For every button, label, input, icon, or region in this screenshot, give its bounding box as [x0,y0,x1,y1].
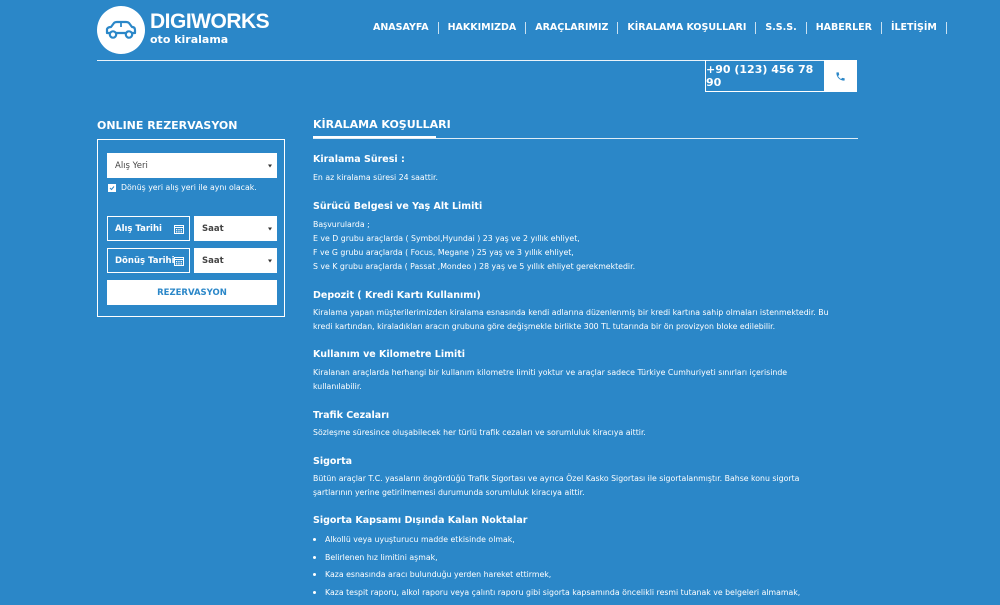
section-text: Başvurularda ; [313,220,370,229]
section-text: kredi kartından, kiraladıkları aracın grubuna göre değişmekle birlikte 300 TL tutarında bir ön provizyon bloke edilebilir. [313,322,776,331]
title-divider [313,138,858,139]
return-time-select[interactable] [194,248,277,273]
section-text: Bütün araçlar T.C. yasaların öngördüğü Trafik Sigortası ve ayrıca Özel Kasko Sigortası ile sigortalanmıştır. Bahse konu sigorta [313,474,800,483]
section-heading: Sürücü Belgesi ve Yaş Alt Limiti [313,201,483,212]
pickup-date-label: Alış Tarihi [115,223,162,234]
list-item: Kaza tespit raporu, alkol raporu veya çalıntı raporu gibi sigorta kapsamında öncelikli resmi tutanak ve belgeleri almamak, [313,586,800,604]
same-return-checkbox[interactable] [108,184,116,192]
main-nav [364,22,947,34]
chevron-down-icon [268,164,272,167]
nav-item-araclarimiz[interactable]: ARAÇLARIMIZ [535,22,609,33]
pickup-location-select[interactable] [107,153,277,178]
list-item: Alkollü veya uyuşturucu madde etkisinde olmak, [313,533,800,551]
pickup-time-select[interactable] [194,216,277,241]
check-icon [109,185,115,191]
pickup-time-value: Saat [202,223,224,234]
brand-name[interactable]: DIGIWORKS [150,10,270,33]
car-icon [104,20,138,40]
nav-item-anasayfa[interactable]: ANASAYFA [373,22,429,33]
section-text: şartlarının yerine getirilmemesi durumunda sorumluluk kiracıya aittir. [313,488,585,497]
nav-item-kiralama-kosullari[interactable]: KİRALAMA KOŞULLARI [627,22,747,33]
same-return-label: Dönüş yeri alış yeri ile aynı olacak. [121,183,257,192]
phone-button[interactable] [824,60,857,92]
section-heading: Kiralama Süresi : [313,154,405,165]
exclusions-list [313,533,800,603]
section-text: kullanılabilir. [313,382,362,391]
section-text: S ve K grubu araçlarda ( Passat ,Mondeo ) 28 yaş ve 5 yıllık ehliyet gerekmektedir. [313,262,636,271]
calendar-icon [174,256,184,266]
logo[interactable] [97,6,145,54]
chevron-down-icon [268,227,272,230]
section-text: En az kiralama süresi 24 saattir. [313,173,438,182]
section-heading: Trafik Cezaları [313,410,390,421]
section-text: F ve G grubu araçlarda ( Focus, Megane ) 25 yaş ve 3 yıllık ehliyet, [313,248,574,257]
section-heading: Sigorta [313,456,353,467]
nav-separator [946,22,947,34]
page-title: KİRALAMA KOŞULLARI [313,118,451,131]
pickup-location-value: Alış Yeri [115,160,148,171]
reservation-button[interactable]: REZERVASYON [107,280,277,305]
section-text: Sözleşme süresince oluşabilecek her türlü trafik cezaları ve sorumluluk kiracıya aittir. [313,428,646,437]
section-text: E ve D grubu araçlarda ( Symbol,Hyundai ) 23 yaş ve 2 yıllık ehliyet, [313,234,580,243]
return-date-field[interactable] [107,248,190,273]
section-heading: Kullanım ve Kilometre Limiti [313,349,466,360]
nav-item-haberler[interactable]: HABERLER [815,22,872,33]
list-item: Belirlenen hız limitini aşmak, [313,551,800,569]
calendar-icon [174,224,184,234]
section-heading: Depozit ( Kredi Kartı Kullanımı) [313,290,481,301]
list-item: Kaza esnasında aracı bulunduğu yerden hareket ettirmek, [313,568,800,586]
return-time-value: Saat [202,255,224,266]
brand-subtitle: oto kiralama [150,33,229,46]
chevron-down-icon [268,259,272,262]
section-text: Kiralama yapan müşterilerimizden kiralama esnasında kendi adlarına düzenlenmiş bir kredi kartına sahip olmaları istenmektedir. Bu [313,308,829,317]
nav-item-hakkimizda[interactable]: HAKKIMIZDA [447,22,517,33]
return-date-label: Dönüş Tarihi [115,255,175,266]
pickup-date-field[interactable] [107,216,190,241]
same-return-option[interactable] [108,183,257,192]
phone-icon [835,71,846,82]
nav-item-iletisim[interactable]: İLETİŞİM [890,22,937,33]
phone-number[interactable]: +90 (123) 456 78 90 [705,60,825,92]
reservation-title: ONLINE REZERVASYON [97,119,238,132]
section-text: Kiralanan araçlarda herhangi bir kullanım kilometre limiti yoktur ve araçlar sadece Türkiye Cumhuriyeti sınırları içerisinde [313,368,788,377]
section-heading: Sigorta Kapsamı Dışında Kalan Noktalar [313,515,528,526]
nav-item-sss[interactable]: S.S.S. [765,22,797,33]
